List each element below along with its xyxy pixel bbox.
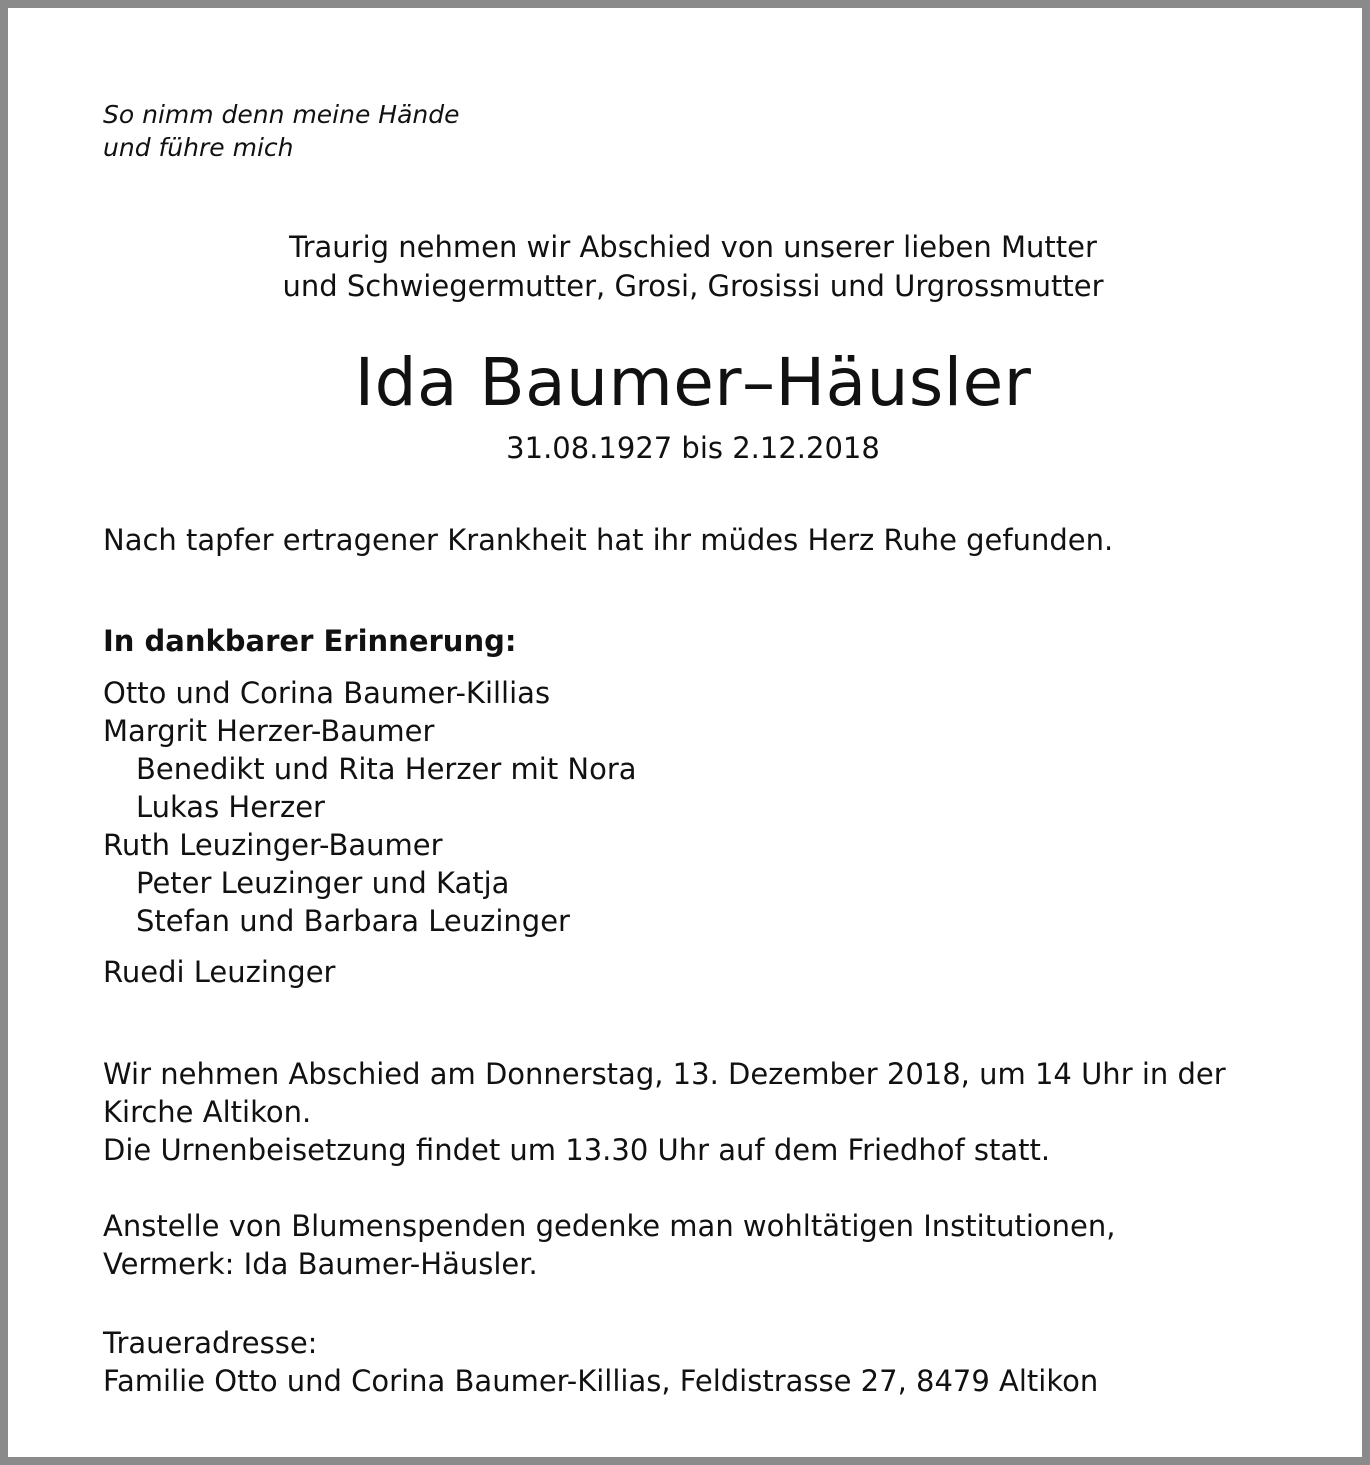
intro-line: und Schwiegermutter, Grosi, Grosissi und Urgrossmutter [282, 269, 1104, 303]
mourners-list [103, 674, 637, 991]
motto-line: und führe mich [103, 133, 294, 162]
mourner-line: Ruth Leuzinger-Baumer [103, 828, 443, 862]
mourner-line: Margrit Herzer-Baumer [103, 714, 435, 748]
mourner-line: Ruedi Leuzinger [103, 955, 336, 989]
donation-line: Vermerk: Ida Baumer-Häusler. [103, 1247, 538, 1281]
statement-text: Nach tapfer ertragener Krankheit hat ihr müdes Herz Ruhe gefunden. [103, 523, 1114, 557]
motto [103, 98, 460, 164]
intro-text [8, 228, 1370, 306]
mourner-line: Stefan und Barbara Leuzinger [136, 904, 570, 938]
mourner-line: Benedikt und Rita Herzer mit Nora [136, 752, 637, 786]
ceremony-line: Wir nehmen Abschied am Donnerstag, 13. Dezember 2018, um 14 Uhr in der Kirche Altikon. [103, 1057, 1226, 1129]
mourners-heading: In dankbarer Erinnerung: [103, 624, 517, 658]
life-dates: 31.08.1927 bis 2.12.2018 [506, 431, 880, 465]
mourner-line: Lukas Herzer [136, 790, 325, 824]
address-value: Familie Otto und Corina Baumer-Killias, Feldistrasse 27, 8479 Altikon [103, 1364, 1099, 1398]
mourning-address [103, 1324, 1283, 1400]
intro-line: Traurig nehmen wir Abschied von unserer lieben Mutter [289, 230, 1097, 264]
mourner-line: Otto und Corina Baumer-Killias [103, 676, 551, 710]
donation-note [103, 1207, 1283, 1283]
address-label: Traueradresse: [103, 1326, 318, 1360]
deceased-name: Ida Baumer–Häusler [354, 344, 1032, 421]
ceremony-info [103, 1055, 1283, 1169]
donation-line: Anstelle von Blumenspenden gedenke man wohltätigen Institutionen, [103, 1209, 1116, 1243]
mourner-line: Peter Leuzinger und Katja [136, 866, 510, 900]
ceremony-line: Die Urnenbeisetzung findet um 13.30 Uhr auf dem Friedhof statt. [103, 1133, 1051, 1167]
motto-line: So nimm denn meine Hände [103, 100, 460, 129]
